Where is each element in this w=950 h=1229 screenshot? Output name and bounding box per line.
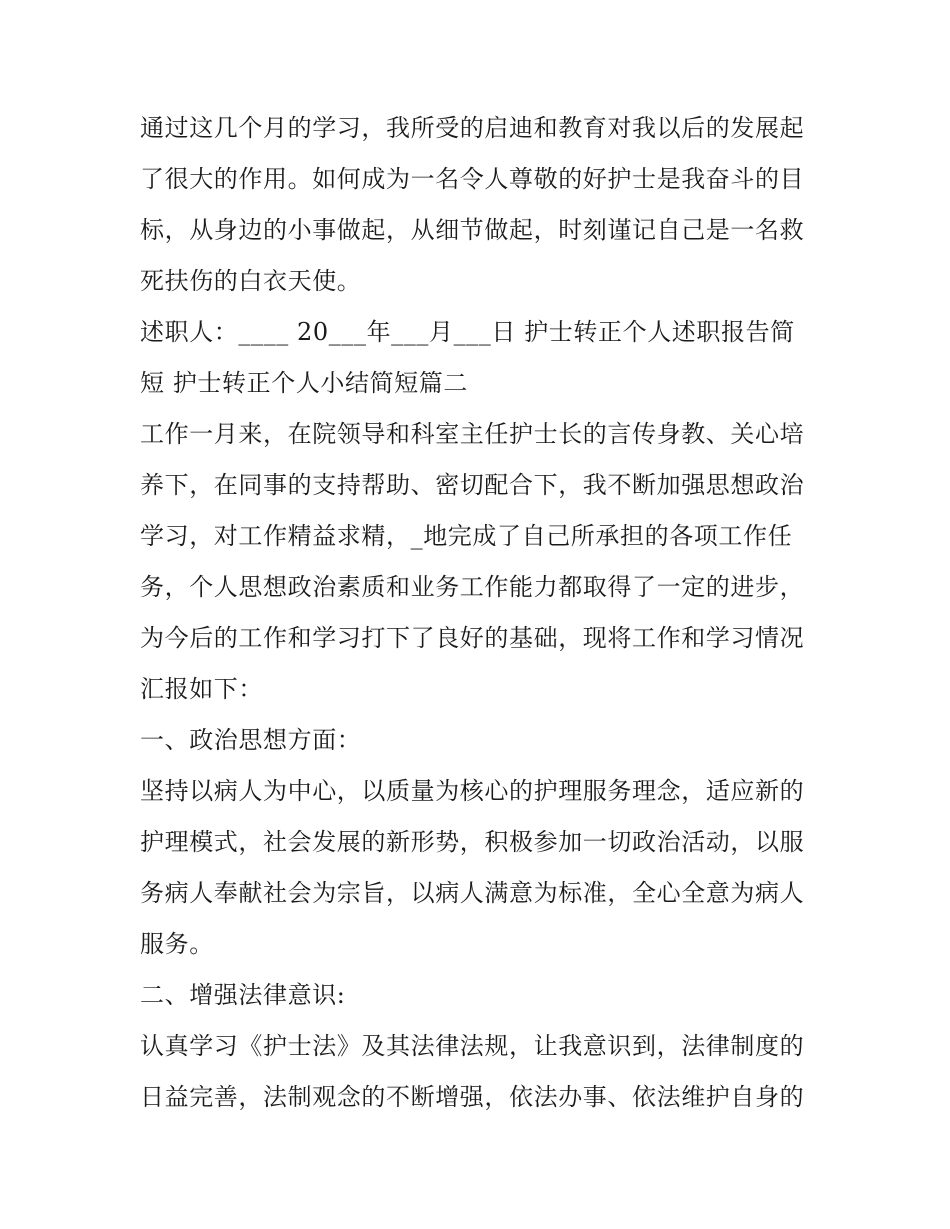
section-title-line: 短 护士转正个人小结简短篇二: [140, 369, 469, 397]
text-line: 养下，在同事的支持帮助、密切配合下，我不断加强思想政治: [140, 471, 805, 499]
text-line: 服务。: [140, 930, 214, 958]
text-line: 学习，对工作精益求精，_地完成了自己所承担的各项工作任: [140, 522, 793, 550]
text-line: 务，个人思想政治素质和业务工作能力都取得了一定的进步，: [140, 573, 805, 601]
text-line: 认真学习《护士法》及其法律法规，让我意识到，法律制度的: [140, 1032, 805, 1060]
text-line: 工作一月来，在院领导和科室主任护士长的言传身教、关心培: [140, 420, 805, 448]
text-line: 护理模式，社会发展的新形势，积极参加一切政治活动，以服: [140, 828, 805, 856]
text-line: 务病人奉献社会为宗旨，以病人满意为标准，全心全意为病人: [140, 879, 805, 907]
text-line: 死扶伤的白衣天使。: [140, 267, 362, 295]
text-line: 为今后的工作和学习打下了良好的基础，现将工作和学习情况: [140, 624, 805, 652]
text-line: 日益完善，法制观念的不断增强，依法办事、依法维护自身的: [140, 1083, 805, 1111]
heading-legal-awareness: 二、增强法律意识:: [140, 981, 346, 1009]
document-body: [140, 103, 820, 1123]
heading-political-thought: 一、政治思想方面：: [140, 726, 362, 754]
text-line: 通过这几个月的学习，我所受的启迪和教育对我以后的发展起: [140, 114, 805, 142]
text-line: 汇报如下：: [140, 675, 263, 703]
text-line: 标，从身边的小事做起，从细节做起，时刻谨记自己是一名救: [140, 216, 805, 244]
signature-line: 述职人：____ 20___年___月___日 护士转正个人述职报告简: [140, 318, 795, 346]
text-line: 坚持以病人为中心，以质量为核心的护理服务理念，适应新的: [140, 777, 805, 805]
text-line: 了很大的作用。如何成为一名令人尊敬的好护士是我奋斗的目: [140, 165, 805, 193]
